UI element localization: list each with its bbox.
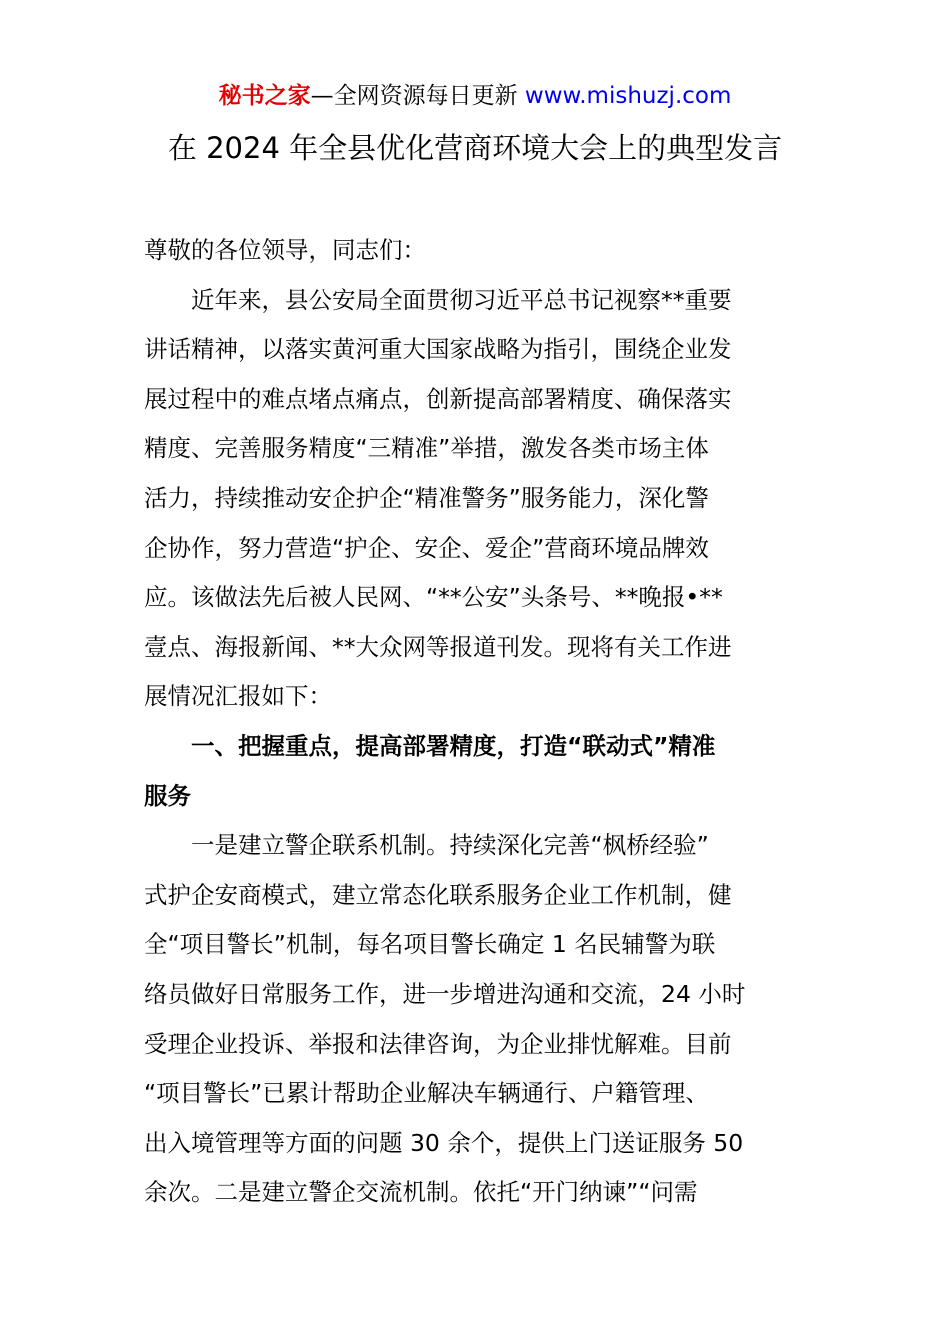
text-line: 精度、完善服务精度“三精准”举措，激发各类市场主体 (144, 434, 709, 463)
section-heading-line: 服务 (144, 781, 191, 810)
site-banner (0, 80, 950, 112)
text-line: 壹点、海报新闻、**大众网等报道刊发。现将有关工作进 (144, 632, 732, 661)
text-line: 式护企安商模式，建立常态化联系服务企业工作机制，健 (144, 880, 732, 909)
document-body (144, 226, 808, 1218)
text-line: 近年来，县公安局全面贯彻习近平总书记视察**重要 (144, 285, 732, 314)
section-heading-line: 一、把握重点，提高部署精度，打造“联动式”精准 (144, 731, 716, 760)
text-line: “项目警长”已累计帮助企业解决车辆通行、户籍管理、 (144, 1079, 709, 1108)
salutation: 尊敬的各位领导，同志们： (144, 236, 426, 264)
text-line: 活力，持续推动安企护企“精准警务”服务能力，深化警 (144, 483, 709, 512)
text-line: 出入境管理等方面的问题 30 余个，提供上门送证服务 50 (144, 1128, 744, 1157)
document-title: 在 2024 年全县优化营商环境大会上的典型发言 (167, 131, 783, 165)
site-url-link[interactable]: www.mishuzj.com (524, 83, 732, 109)
text-line: 企协作，努力营造“护企、安企、爱企”营商环境品牌效 (144, 533, 709, 562)
text-line: 受理企业投诉、举报和法律咨询，为企业排忧解难。目前 (144, 1029, 732, 1058)
brand-name: 秘书之家 (218, 83, 311, 109)
banner-tagline: —全网资源每日更新 (310, 83, 525, 109)
text-line: 全“项目警长”机制，每名项目警长确定 1 名民辅警为联 (144, 930, 716, 959)
text-line: 展过程中的难点堵点痛点，创新提高部署精度、确保落实 (144, 384, 732, 413)
text-line: 展情况汇报如下： (144, 682, 332, 711)
text-line: 讲话精神，以落实黄河重大国家战略为指引，围绕企业发 (144, 335, 732, 364)
text-line: 应。该做法先后被人民网、“**公安”头条号、**晚报•** (144, 583, 723, 612)
text-line: 余次。二是建立警企交流机制。依托“开门纳谏”“问需 (144, 1178, 698, 1207)
text-line: 络员做好日常服务工作，进一步增进沟通和交流，24 小时 (144, 979, 746, 1008)
text-line: 一是建立警企联系机制。持续深化完善“枫桥经验” (144, 831, 709, 860)
